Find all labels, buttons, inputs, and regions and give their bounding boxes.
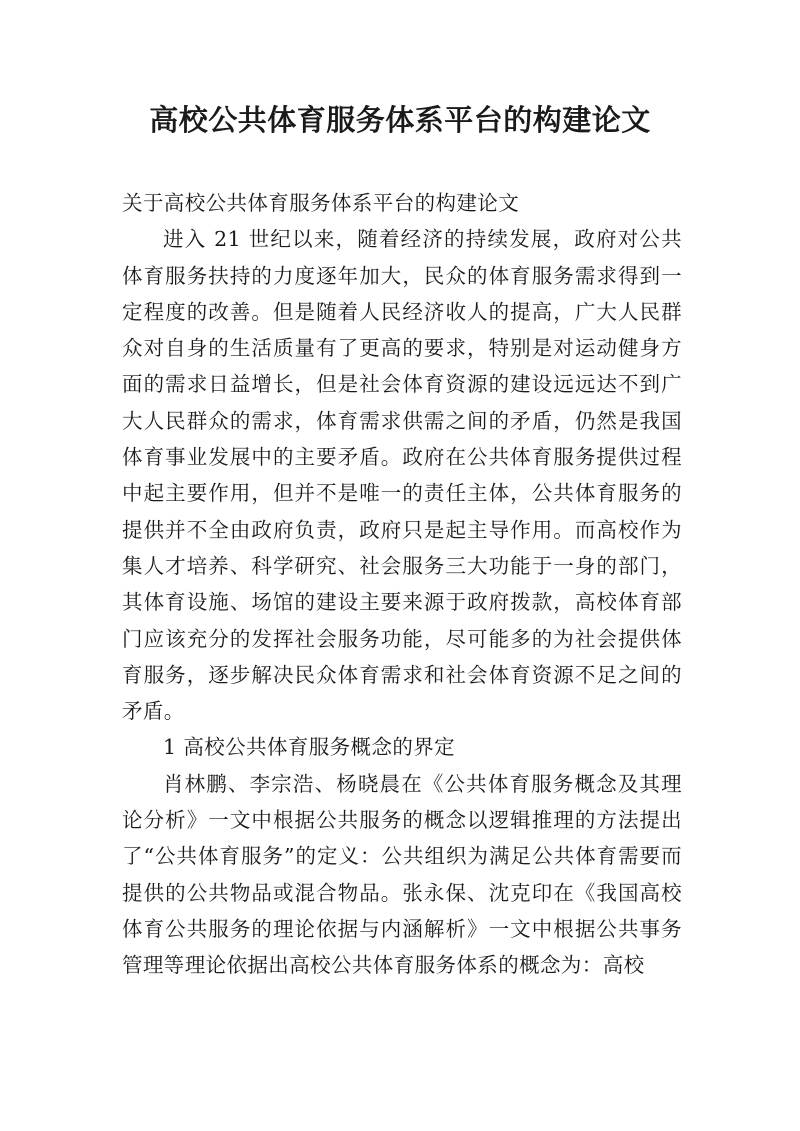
document-body	[122, 185, 682, 984]
section-heading: 1 高校公共体育服务概念的界定	[163, 735, 456, 760]
document-subtitle: 关于高校公共体育服务体系平台的构建论文	[122, 191, 520, 215]
document-title: 高校公共体育服务体系平台的构建论文	[149, 103, 651, 137]
paragraph-definition: 肖林鹏、李宗浩、杨晓晨在《公共体育服务概念及其理论分析》一文中根据公共服务的概念以逻辑推理的方法提出了“公共体育服务”的定义：公共组织为满足公共体育需要而提供的公共物品或混合物品。张永保、沈克印在《我国高校体育公共服务的理论依据与内涵解析》一文中根据公共事务管理等理论依据出高校公共体育服务体系的概念为：高校	[122, 771, 682, 978]
paragraph-intro: 进入 21 世纪以来，随着经济的持续发展，政府对公共体育服务扶持的力度逐年加大，民众的体育服务需求得到一定程度的改善。但是随着人民经济收人的提高，广大人民群众对自身的生活质量有了更高的要求，特别是对运动健身方面的需求日益增长，但是社会体育资源的建设远远达不到广大人民群众的需求，体育需求供需之间的矛盾，仍然是我国体育事业发展中的主要矛盾。政府在公共体育服务提供过程中起主要作用，但并不是唯一的责任主体，公共体育服务的提供并不全由政府负责，政府只是起主导作用。而高校作为集人才培养、科学研究、社会服务三大功能于一身的部门，其体育设施、场馆的建设主要来源于政府拨款，高校体育部门应该充分的发挥社会服务功能，尽可能多的为社会提供体育服务，逐步解决民众体育需求和社会体育资源不足之间的矛盾。	[122, 227, 682, 724]
